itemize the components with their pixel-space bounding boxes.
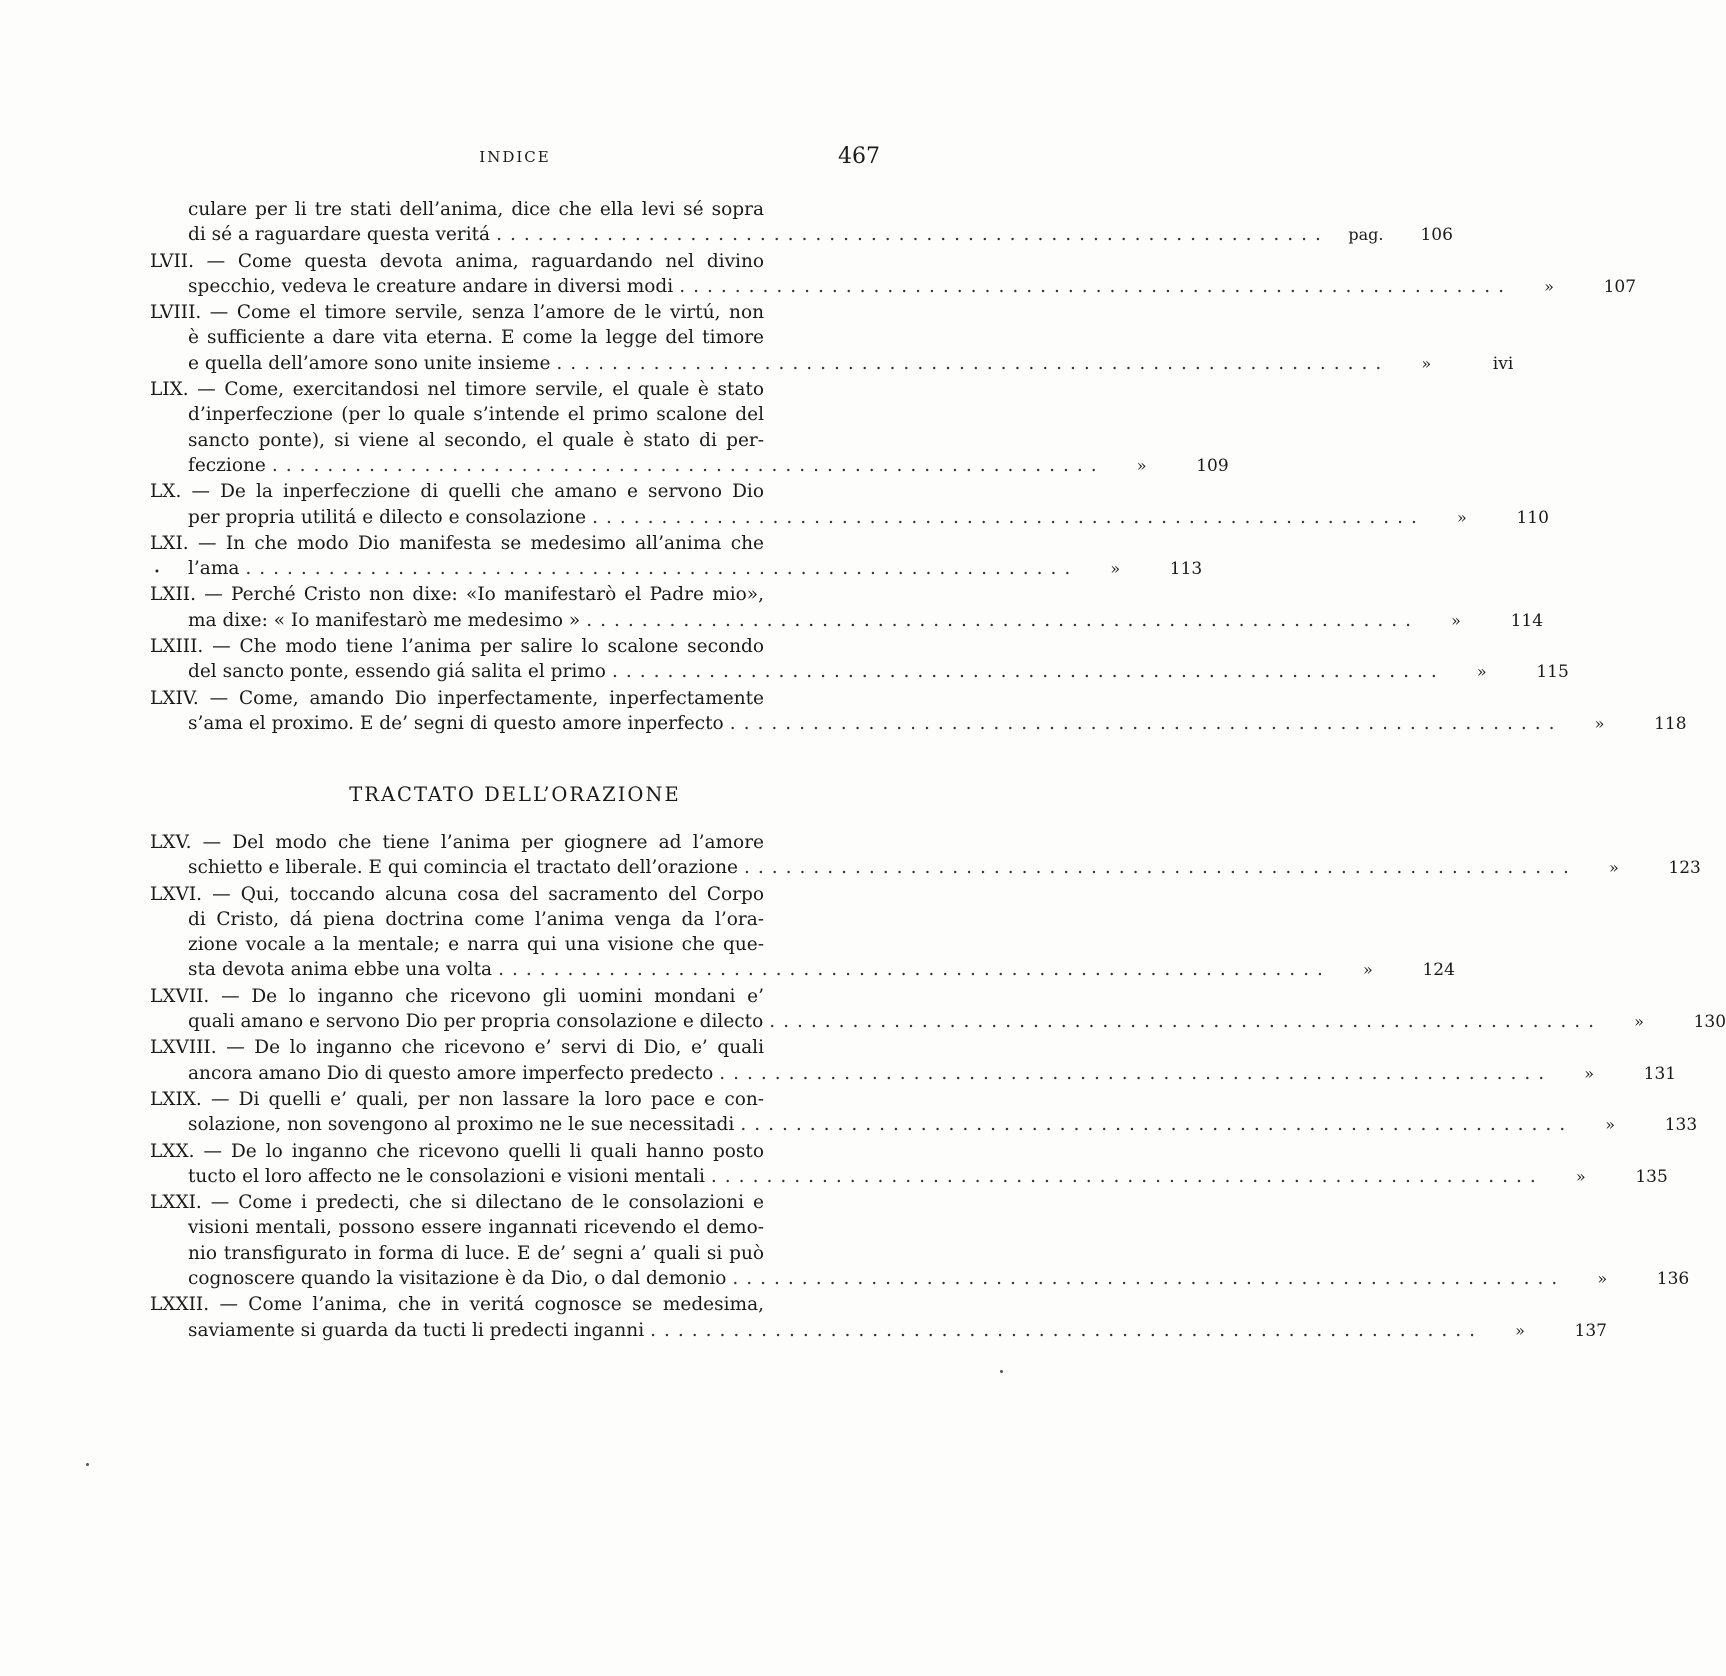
toc-line-text: nio transfigurato in forma di luce. E de’ segni a’ quali si può xyxy=(188,1242,764,1264)
toc-line-text: LXVIII. — De lo inganno che ricevono e’ servi di Dio, e’ quali xyxy=(150,1037,764,1059)
dot-leader: ............................................................ xyxy=(592,506,1425,528)
dot-leader: ............................................................ xyxy=(650,1319,1483,1341)
toc-line-text: tucto el loro affecto ne le consolazioni e visioni mentali xyxy=(188,1165,705,1187)
toc-line-text: LIX. — Come, exercitandosi nel timore servile, el quale è stato xyxy=(150,379,764,401)
dot-leader: ............................................................ xyxy=(732,1268,1566,1290)
toc-line xyxy=(150,907,880,932)
page-ref-number: 123 xyxy=(1668,858,1701,879)
toc-line xyxy=(150,531,880,556)
running-head xyxy=(150,144,880,178)
toc-line xyxy=(150,222,1453,248)
toc-line xyxy=(150,428,880,453)
toc-line-text: LX. — De la inperfeczione di quelli che amano e servono Dio xyxy=(150,481,764,503)
section-title: TRACTATO DELL’ORAZIONE xyxy=(349,783,681,806)
page-ref-marker: » xyxy=(1457,507,1467,527)
toc-line-text: ma dixe: « Io manifestarò me medesimo » xyxy=(188,609,581,631)
toc-line xyxy=(150,197,880,222)
toc-line-text: LXXI. — Come i predecti, che si dilectano de le consolazioni e xyxy=(150,1192,764,1214)
page-ref-marker: » xyxy=(1584,1063,1594,1083)
toc-line xyxy=(150,830,880,855)
toc-entry xyxy=(150,300,1514,377)
toc-line xyxy=(150,377,880,402)
toc-entry xyxy=(150,531,1203,583)
toc-line xyxy=(150,1318,1607,1344)
toc-line xyxy=(150,1215,880,1240)
toc-line xyxy=(150,1035,880,1060)
dot-leader: ............................................................ xyxy=(679,275,1513,297)
toc-line-text: LXV. — Del modo che tiene l’anima per giognere ad l’amore xyxy=(150,832,764,853)
dot-leader: ............................................................ xyxy=(556,352,1390,374)
toc-line-text: LXII. — Perché Cristo non dixe: «Io manifestarò el Padre mio», xyxy=(150,584,764,606)
page-ref-number: 114 xyxy=(1510,610,1544,631)
page-ref-marker: » xyxy=(1544,276,1554,296)
dot-leader: ............................................................ xyxy=(744,857,1577,879)
toc-line-text: LXX. — De lo inganno che ricevono quelli li quali hanno posto xyxy=(150,1140,764,1162)
page-ref-marker: » xyxy=(1110,559,1121,579)
page-ref-marker: » xyxy=(1515,1320,1525,1340)
page-ref-marker: » xyxy=(1363,960,1373,980)
toc-line-text: saviamente si guarda da tucti li predecti inganni xyxy=(188,1319,645,1341)
toc-entry xyxy=(150,634,1569,686)
page-ref-number: 118 xyxy=(1654,713,1687,734)
page-ref-number: 110 xyxy=(1516,507,1549,528)
toc-line xyxy=(150,582,880,607)
toc-entry xyxy=(150,197,1453,249)
toc-line-text: s’ama el proximo. E de’ segni di questo amore inperfecto xyxy=(188,712,724,734)
toc-line xyxy=(150,325,880,350)
toc-line-text: d’inperfeczione (per lo quale s’intende el primo scalone del xyxy=(188,404,764,426)
toc-line xyxy=(150,1061,1677,1087)
dot-leader: ............................................................ xyxy=(719,1062,1553,1084)
toc-section-a xyxy=(150,197,1687,737)
dot-leader: ............................................................ xyxy=(769,1011,1603,1033)
toc-line-text: LXXII. — Come l’anima, che in veritá cognosce se medesima, xyxy=(150,1294,764,1316)
toc-entry xyxy=(150,882,1455,984)
toc-line-text: feczione xyxy=(188,454,266,476)
toc-line xyxy=(150,402,880,427)
toc-line-text: sta devota anima ebbe una volta xyxy=(188,959,493,981)
dot-leader: ............................................................ xyxy=(740,1114,1574,1136)
toc-line xyxy=(150,1112,1698,1138)
toc-section-b xyxy=(150,830,1726,1344)
toc-line xyxy=(150,505,1549,531)
dot-leader: ............................................................ xyxy=(245,558,1079,580)
page-ref-marker: » xyxy=(1476,662,1487,682)
toc-line xyxy=(150,351,1514,377)
page-ref-marker: » xyxy=(1608,858,1619,878)
toc-line xyxy=(150,957,1455,983)
toc-line xyxy=(150,1241,880,1266)
toc-line-text: del sancto ponte, essendo giá salita el primo xyxy=(188,661,606,683)
dot-leader: ............................................................ xyxy=(710,1165,1544,1187)
toc-line-text: specchio, vedeva le creature andare in diversi modi xyxy=(188,275,674,297)
toc-line-text: di Cristo, dá piena doctrina come l’anima venga da l’ora- xyxy=(188,908,764,930)
toc-entry xyxy=(150,1035,1677,1087)
toc-entry xyxy=(150,1087,1698,1139)
toc-line-text: LXIX. — Di quelli e’ quali, per non lassare la loro pace e con- xyxy=(150,1088,764,1110)
toc-line xyxy=(150,608,1544,634)
toc-line-text: LXVI. — Qui, toccando alcuna cosa del sacramento del Corpo xyxy=(150,883,764,905)
toc-line xyxy=(150,300,880,325)
toc-entry xyxy=(150,1139,1668,1191)
toc-line-text: cognoscere quando la visitazione è da Dio, o dal demonio xyxy=(188,1268,727,1290)
margin-speck xyxy=(1000,1370,1003,1373)
toc-line xyxy=(150,659,1569,685)
toc-line xyxy=(150,984,880,1009)
toc-entry xyxy=(150,479,1549,531)
page-ref-number: 136 xyxy=(1656,1269,1690,1290)
toc-line-text: sancto ponte), si viene al secondo, el quale è stato di per- xyxy=(188,429,764,451)
toc-line-text: LVII. — Come questa devota anima, raguardando nel divino xyxy=(150,250,764,272)
toc-line xyxy=(150,249,880,274)
page-ref-number: 137 xyxy=(1574,1320,1607,1341)
toc-line xyxy=(150,1139,880,1164)
toc-line xyxy=(150,1087,880,1112)
toc-entry xyxy=(150,377,1229,479)
toc-line xyxy=(150,711,1687,737)
toc-line xyxy=(150,1190,880,1215)
toc-entry xyxy=(150,830,1701,882)
page-ref-marker: » xyxy=(1421,353,1432,373)
toc-line-text: zione vocale a la mentale; e narra qui una visione che que- xyxy=(188,934,764,956)
page-ref-number: 115 xyxy=(1536,662,1569,683)
page-ref-number: 107 xyxy=(1603,276,1637,297)
margin-dot: • xyxy=(154,567,160,578)
running-title: INDICE xyxy=(479,148,551,166)
toc-entry xyxy=(150,984,1726,1036)
toc-entry xyxy=(150,582,1544,634)
dot-leader: ............................................................ xyxy=(271,454,1105,476)
toc-line xyxy=(150,932,880,957)
page-ref-number: 106 xyxy=(1420,225,1453,246)
page-ref-marker: » xyxy=(1136,455,1147,475)
toc-line-text: l’ama xyxy=(188,558,240,580)
toc-line-text: culare per li tre stati dell’anima, dice che ella levi sé sopra xyxy=(188,199,764,220)
page-ref-marker: » xyxy=(1451,610,1461,630)
toc-line-text: LXIV. — Come, amando Dio inperfectamente, inperfectamente xyxy=(150,687,764,709)
toc-line-text: e quella dell’amore sono unite insieme xyxy=(188,352,551,374)
page-ref-number: 130 xyxy=(1693,1012,1726,1033)
toc-line xyxy=(150,1266,1690,1292)
page-ref-number: 124 xyxy=(1422,960,1455,981)
toc-line xyxy=(150,274,1637,300)
toc-line xyxy=(150,479,880,504)
page-ref-number: 133 xyxy=(1664,1115,1698,1136)
toc-line-text: di sé a raguardare questa veritá xyxy=(188,224,491,246)
toc-line-text: per propria utilitá e dilecto e consolazione xyxy=(188,506,587,528)
toc-line xyxy=(150,1164,1668,1190)
toc-line xyxy=(150,453,1229,479)
toc-line-text: LVIII. — Come el timore servile, senza l’amore de le virtú, non xyxy=(150,302,764,324)
toc-line xyxy=(150,556,1203,582)
page-ref-marker: » xyxy=(1605,1115,1616,1135)
margin-speck xyxy=(86,1463,89,1466)
page-ref-number: 113 xyxy=(1169,559,1203,580)
dot-leader: ............................................................ xyxy=(586,609,1420,631)
dot-leader: ............................................................ xyxy=(729,712,1563,734)
toc-line-text: LXVII. — De lo inganno che ricevono gli uomini mondani e’ xyxy=(150,985,764,1007)
toc-line xyxy=(150,634,880,659)
dot-leader: ............................................................ xyxy=(611,661,1445,683)
toc-line xyxy=(150,1292,880,1317)
toc-line-text: LXIII. — Che modo tiene l’anima per salire lo scalone secondo xyxy=(150,636,764,658)
page-ref-marker: » xyxy=(1575,1166,1586,1186)
toc-line xyxy=(150,882,880,907)
toc-entry xyxy=(150,686,1687,738)
toc-line-text: schietto e liberale. E qui comincia el tractato dell’orazione xyxy=(188,857,738,879)
page-ref-marker: » xyxy=(1634,1012,1644,1032)
toc-line-text: quali amano e servono Dio per propria consolazione e dilecto xyxy=(188,1011,764,1033)
dot-leader: ............................................................ xyxy=(498,959,1331,981)
toc-line-text: ancora amano Dio di questo amore imperfecto predecto xyxy=(188,1062,714,1084)
page-ref-number: 131 xyxy=(1643,1063,1677,1084)
toc-line xyxy=(150,686,880,711)
page-ref-marker: » xyxy=(1597,1269,1608,1289)
dot-leader: ............................................................ xyxy=(496,224,1329,246)
page-ref-number: 135 xyxy=(1635,1166,1668,1187)
toc-line-text: solazione, non sovengono al proximo ne le sue necessitadi xyxy=(188,1114,735,1136)
toc-line-text: è sufficiente a dare vita eterna. E come la legge del timore xyxy=(188,327,764,349)
page-ref-number: 109 xyxy=(1196,455,1229,476)
page-ref-number: ivi xyxy=(1492,353,1514,374)
toc-line-text: visioni mentali, possono essere ingannati ricevendo el demo- xyxy=(188,1217,764,1239)
page-number: 467 xyxy=(838,144,880,169)
toc-line-text: LXI. — In che modo Dio manifesta se medesimo all’anima che xyxy=(150,532,764,554)
page-ref-marker: pag. xyxy=(1348,225,1384,245)
toc-line xyxy=(150,855,1701,881)
page-ref-marker: » xyxy=(1594,713,1605,733)
toc-entry xyxy=(150,249,1637,301)
toc-line xyxy=(150,1009,1726,1035)
toc-entry xyxy=(150,1190,1690,1292)
toc-entry xyxy=(150,1292,1607,1344)
